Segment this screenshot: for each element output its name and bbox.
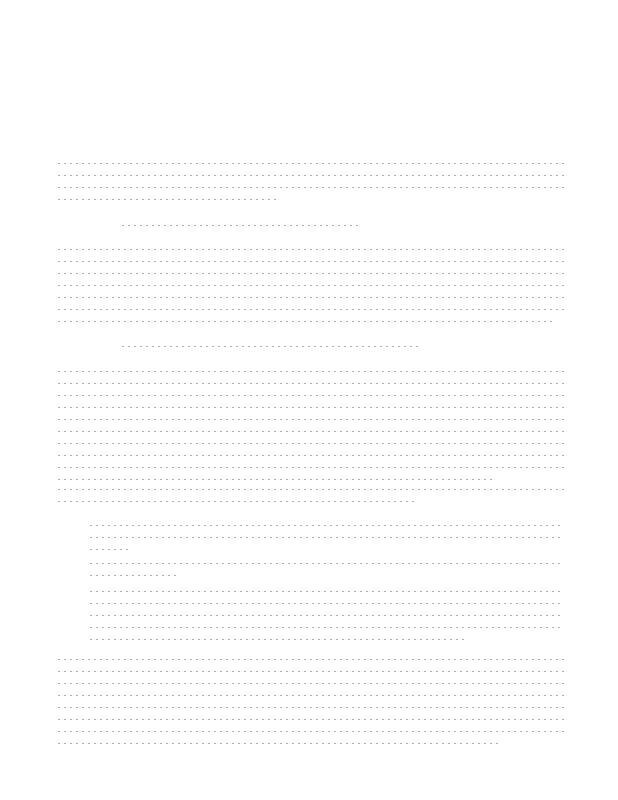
text-line (56, 396, 564, 408)
text-line (56, 176, 564, 188)
text-line (56, 238, 564, 250)
text-line (88, 538, 132, 550)
text-line (56, 298, 564, 310)
text-line (56, 360, 564, 372)
text-line (88, 564, 176, 576)
section-heading-1-line (120, 214, 360, 226)
text-line (56, 432, 564, 444)
paragraph-2 (56, 238, 564, 322)
text-line (56, 262, 564, 274)
text-line (88, 604, 564, 616)
running-head (56, 18, 562, 30)
text-line (88, 592, 564, 604)
paragraph-4 (56, 478, 564, 502)
text-line (56, 188, 278, 200)
text-line (56, 310, 556, 322)
text-line (88, 628, 468, 640)
paragraph-5 (56, 648, 564, 744)
text-line (56, 384, 564, 396)
text-line (56, 456, 564, 468)
list-item-2 (88, 552, 564, 576)
text-line (56, 444, 564, 456)
text-line (56, 648, 564, 660)
text-line (56, 720, 564, 732)
text-line (88, 514, 564, 526)
text-line (56, 274, 564, 286)
text-line (56, 708, 564, 720)
text-line (56, 684, 564, 696)
text-line (56, 372, 564, 384)
paragraph-1 (56, 152, 564, 200)
text-line (88, 552, 564, 564)
text-line (56, 286, 564, 298)
text-line (88, 526, 564, 538)
text-line (56, 420, 564, 432)
list-item-1 (88, 514, 564, 550)
text-line (56, 478, 564, 490)
text-line (56, 152, 564, 164)
text-line (56, 408, 564, 420)
text-line (56, 490, 416, 502)
text-line (120, 335, 420, 347)
text-line (56, 660, 564, 672)
list-item-3 (88, 580, 564, 640)
text-line (56, 164, 564, 176)
text-line (120, 214, 360, 226)
paragraph-3 (56, 360, 564, 480)
text-line (56, 250, 564, 262)
text-line (56, 696, 564, 708)
text-line (88, 580, 564, 592)
text-line (88, 616, 564, 628)
section-heading-2-line (120, 335, 420, 347)
text-line (56, 672, 564, 684)
text-line (56, 732, 500, 744)
